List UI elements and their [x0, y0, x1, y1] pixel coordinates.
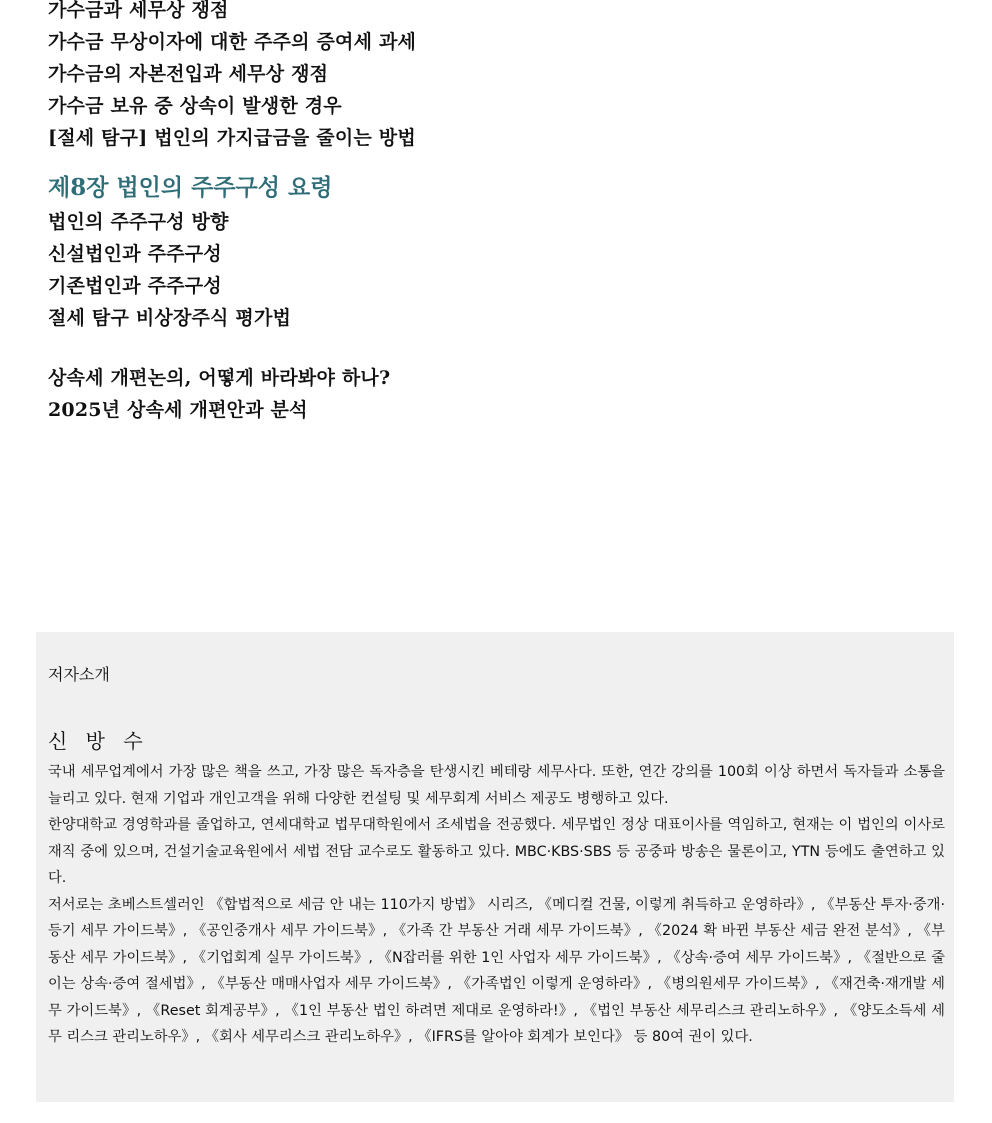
toc-item: 신설법인과 주주구성 [48, 243, 222, 265]
bio-paragraph: 국내 세무업계에서 가장 많은 책을 쓰고, 가장 많은 독자층을 탄생시킨 베테랑 세무사다. 또한, 연간 강의를 100회 이상 하면서 독자들과 소통을 늘리고 있다. 현재 기업과 개인고객을 위해 다양한 컨설팅 및 세무회계 서비스 제공도 병행하고 있다. [48, 764, 945, 807]
toc-item: 절세 탐구 비상장주식 평가법 [48, 307, 292, 329]
author-name: 신 방 수 [48, 729, 149, 753]
toc-item: 가수금 무상이자에 대한 주주의 증여세 과세 [48, 31, 417, 53]
author-bio [48, 759, 945, 1051]
bio-paragraph: 한양대학교 경영학과를 졸업하고, 연세대학교 법무대학원에서 조세법을 전공했다. 세무법인 정상 대표이사를 역임하고, 현재는 이 법인의 이사로 재직 중에 있으며, 건설기술교육원에서 세법 전담 교수로도 활동하고 있다. MBC·KBS·SBS 등 공중파 방송은 물론이고, YTN 등에도 출연하고 있다. [48, 817, 945, 886]
chapter-8-title: 제8장 법인의 주주구성 요령 [48, 174, 333, 201]
author-section-heading: 저자소개 [48, 665, 110, 684]
section-gap [48, 334, 948, 362]
toc-item: 가수금의 자본전입과 세무상 쟁점 [48, 63, 329, 85]
table-of-contents [48, 0, 948, 426]
toc-item: [절세 탐구] 법인의 가지급금을 줄이는 방법 [48, 127, 416, 149]
toc-item: 법인의 주주구성 방향 [48, 211, 229, 233]
toc-item: 가수금 보유 중 상속이 발생한 경우 [48, 95, 342, 117]
toc-item: 기존법인과 주주구성 [48, 275, 222, 297]
toc-item: 가수금과 세무상 쟁점 [48, 0, 229, 21]
toc-item: 상속세 개편논의, 어떻게 바라봐야 하나? [48, 367, 391, 389]
bio-paragraph: 저서로는 초베스트셀러인 《합법적으로 세금 안 내는 110가지 방법》 시리즈, 《메디컬 건물, 이렇게 취득하고 운영하라》, 《부동산 투자·중개·등기 세무 가이드북》, 《공인중개사 세무 가이드북》, 《가족 간 부동산 거래 세무 가이드북》, 《2024 확 바뀐 부동산 세금 완전 분석》, 《부동산 세무 가이드북》, 《기업회계 실무 가이드북》, 《N잡러를 위한 1인 사업자 세무 가이드북》, 《상속·증여 세무 가이드북》, 《절반으로 줄이는 상속·증여 절세법》, 《부동산 매매사업자 세무 가이드북》, 《가족법인 이렇게 운영하라》, 《병의원세무 가이드북》, 《재건축·재개발 세무 가이드북》, 《Reset 회계공부》, 《1인 부동산 법인 하려면 제대로 운영하라!》, 《법인 부동산 세무리스크 관리노하우》, 《양도소득세 세무 리스크 관리노하우》, 《회사 세무리스크 관리노하우》, 《IFRS를 알아야 회계가 보인다》 등 80여 권이 있다. [48, 896, 945, 1045]
toc-item: 2025년 상속세 개편안과 분석 [48, 399, 308, 421]
author-introduction-box [36, 632, 954, 1102]
